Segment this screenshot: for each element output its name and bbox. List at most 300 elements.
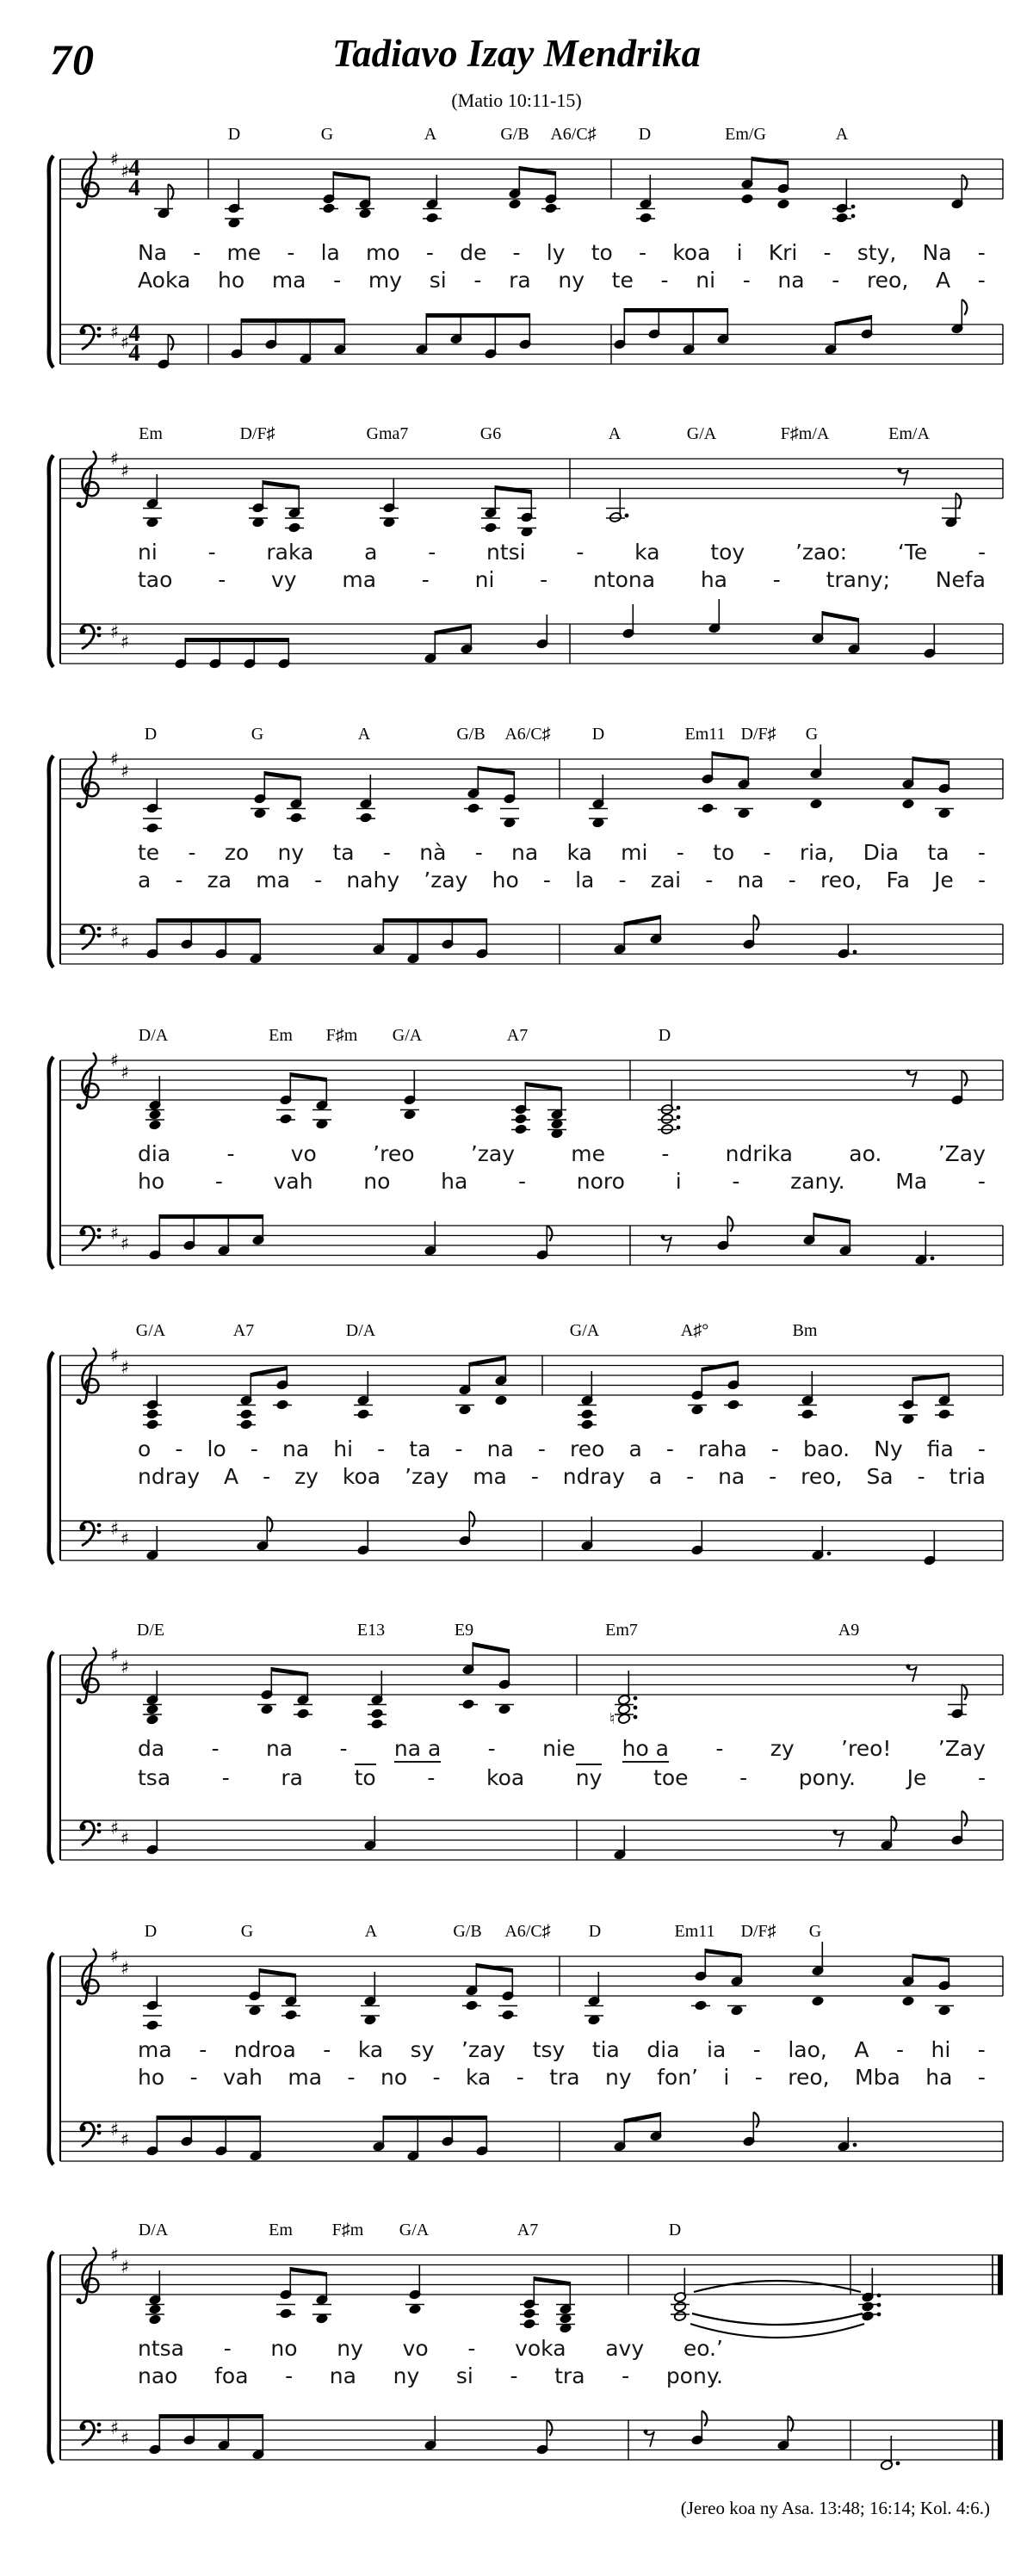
lyric-syllable: na bbox=[511, 840, 539, 865]
lyric-syllable: ’zay bbox=[405, 1464, 449, 1489]
bass-staff bbox=[60, 599, 1003, 669]
note-event bbox=[319, 171, 374, 219]
key-signature-sharp-icon: ♯ bbox=[110, 1818, 120, 1838]
system-brace-icon bbox=[49, 156, 53, 368]
lyric-syllable: na a bbox=[393, 1736, 442, 1761]
lyric-syllable: a bbox=[138, 868, 152, 893]
note-event bbox=[508, 166, 560, 213]
lyric-syllable: ta bbox=[332, 840, 355, 865]
lyric-syllable: no bbox=[363, 1169, 391, 1194]
lyric-syllable: a bbox=[364, 540, 378, 565]
note-event bbox=[361, 1972, 380, 2025]
lyric-syllable: ’zay bbox=[470, 1141, 515, 1166]
lyric-syllable: - bbox=[487, 1736, 496, 1761]
key-signature-sharp-icon: ♯ bbox=[121, 932, 130, 953]
bass-clef-icon bbox=[79, 1226, 101, 1251]
lyric-syllable: - bbox=[770, 1436, 779, 1461]
lyric-syllable: tsa bbox=[138, 1765, 171, 1790]
note-event bbox=[145, 918, 262, 964]
lyric-syllable: ’zay bbox=[461, 2037, 506, 2062]
lyric-syllable: i bbox=[736, 240, 743, 265]
scripture-reference: (Matio 10:11-15) bbox=[451, 90, 582, 111]
lyric-syllable: - bbox=[428, 540, 436, 565]
lyric-syllable: ka bbox=[357, 2037, 384, 2062]
lyric-syllable: pony. bbox=[665, 2363, 723, 2388]
lyric-syllable: ’Zay bbox=[937, 1736, 986, 1761]
bass-clef-icon bbox=[79, 2122, 101, 2147]
lyric-syllable: Kri bbox=[768, 240, 798, 265]
lyric-syllable: - bbox=[377, 1436, 386, 1461]
key-signature-sharp-icon: ♯ bbox=[121, 332, 130, 353]
bass-staff bbox=[60, 2112, 1003, 2161]
lyric-syllable: - bbox=[530, 1464, 539, 1489]
lyric-syllable: - bbox=[223, 2336, 232, 2361]
note-event bbox=[880, 1816, 896, 1850]
note-event bbox=[906, 1070, 918, 1088]
bass-clef-icon bbox=[79, 625, 101, 649]
lyric-syllable: A bbox=[935, 268, 951, 293]
lyric-syllable: ta bbox=[409, 1436, 431, 1461]
system-1-notation bbox=[47, 116, 1029, 392]
chord-symbol: Em/G bbox=[725, 125, 766, 144]
lyric-syllable: - bbox=[214, 1169, 223, 1194]
lyric-syllable: raha bbox=[698, 1436, 747, 1461]
lyric-syllable: - bbox=[193, 240, 201, 265]
lyric-syllable: na bbox=[281, 1436, 310, 1461]
lyric-syllable: ny bbox=[393, 2363, 420, 2388]
lyric-syllable: - bbox=[537, 1436, 546, 1461]
lyric-syllable: zo bbox=[224, 840, 250, 865]
lyric-syllable: lo bbox=[207, 1436, 226, 1461]
system-brace-icon bbox=[49, 455, 53, 667]
lyric-syllable: ta bbox=[927, 840, 949, 865]
system-6-notation bbox=[47, 1612, 1029, 1887]
lyric-syllable: a bbox=[648, 1464, 663, 1489]
note-event bbox=[901, 1954, 954, 2016]
note-event bbox=[950, 175, 967, 209]
bass-staff bbox=[60, 2411, 1003, 2470]
lyric-syllable: - bbox=[977, 840, 986, 865]
note-event bbox=[145, 2116, 262, 2161]
note-event bbox=[691, 1949, 746, 2016]
lyric-syllable: na bbox=[329, 2363, 356, 2388]
key-signature-sharp-icon: ♯ bbox=[110, 1050, 120, 1071]
treble-staff bbox=[60, 1050, 1003, 1139]
key-signature-sharp-icon: ♯ bbox=[110, 2245, 120, 2265]
chord-symbol: G bbox=[805, 725, 819, 744]
lyric-syllable: Dia bbox=[863, 840, 900, 865]
note-event bbox=[622, 604, 634, 639]
system-2-notation bbox=[47, 416, 1029, 691]
lyric-syllable: ha bbox=[925, 2065, 953, 2090]
note-event bbox=[145, 1820, 158, 1855]
lyric-syllable: avy bbox=[605, 2336, 645, 2361]
note-event bbox=[906, 1665, 918, 1683]
lyric-syllable: - bbox=[512, 240, 521, 265]
lyric-syllable: ’reo! bbox=[841, 1736, 892, 1761]
music-system-3 bbox=[0, 725, 1033, 1017]
lyric-syllable: - bbox=[763, 840, 771, 865]
key-signature-sharp-icon: ♯ bbox=[121, 1062, 130, 1083]
system-8-notation bbox=[47, 2212, 1029, 2487]
tie-arc bbox=[694, 2281, 861, 2292]
note-event bbox=[837, 2117, 857, 2152]
note-event bbox=[613, 915, 662, 954]
time-signature bbox=[128, 155, 140, 201]
lyric-syllable: to bbox=[591, 240, 613, 265]
hymn-number: 70 bbox=[50, 35, 95, 83]
key-signature-sharp-icon: ♯ bbox=[121, 632, 130, 652]
lyric-syllable: - bbox=[455, 1436, 463, 1461]
lyric-syllable: - bbox=[686, 1464, 695, 1489]
chord-symbol: D bbox=[638, 125, 652, 144]
lyric-syllable: vy bbox=[270, 567, 297, 592]
note-event bbox=[462, 1963, 517, 2020]
chord-symbol: G/A bbox=[569, 1321, 600, 1340]
lyric-syllable: - bbox=[175, 868, 183, 893]
lyric-syllable: vo bbox=[402, 2336, 429, 2361]
chord-symbol: A6/C♯ bbox=[550, 125, 597, 144]
chord-symbol: Em bbox=[269, 1026, 293, 1045]
lyric-syllable: na bbox=[265, 1736, 294, 1761]
lyric-syllable: - bbox=[665, 1436, 674, 1461]
lyric-syllable: - bbox=[977, 240, 986, 265]
note-event bbox=[145, 1076, 164, 1130]
treble-staff bbox=[60, 1642, 1003, 1729]
bass-clef-icon bbox=[79, 1522, 101, 1546]
note-event bbox=[833, 1830, 844, 1848]
lyric-syllable: na bbox=[718, 1464, 745, 1489]
lyric-syllable: ma bbox=[256, 868, 290, 893]
final-barline bbox=[998, 2420, 1003, 2460]
lyric-syllable: ’zay bbox=[424, 868, 468, 893]
lyric-syllable: ntsi bbox=[486, 540, 526, 565]
note-event bbox=[609, 1671, 637, 1728]
chord-symbol: Em11 bbox=[674, 1922, 715, 1941]
note-event bbox=[368, 1671, 387, 1729]
lyric-syllable: te bbox=[611, 268, 634, 293]
lyric-syllable: - bbox=[660, 268, 669, 293]
note-event bbox=[356, 1521, 369, 1555]
lyric-syllable: - bbox=[510, 2363, 518, 2388]
bass-staff bbox=[60, 1511, 1003, 1566]
bass-staff bbox=[60, 1811, 1003, 1860]
chord-symbol: D bbox=[588, 1922, 602, 1941]
lyric-syllable: A bbox=[224, 1464, 239, 1489]
lyric-syllable: to bbox=[713, 840, 735, 865]
note-event bbox=[688, 1361, 743, 1415]
key-signature-sharp-icon: ♯ bbox=[121, 1958, 130, 1979]
chord-symbol: A bbox=[357, 725, 371, 744]
lyric-syllable: - bbox=[977, 1765, 986, 1790]
lyric-syllable: - bbox=[540, 567, 548, 592]
lyric-syllable: - bbox=[832, 268, 840, 293]
lyric-syllable: A bbox=[854, 2037, 869, 2062]
treble-staff bbox=[60, 1942, 1003, 2030]
bass-staff bbox=[60, 915, 1003, 964]
lyric-syllable: - bbox=[739, 1765, 748, 1790]
lyric-syllable: ny bbox=[558, 268, 585, 293]
note-event bbox=[613, 308, 729, 355]
lyric-syllable: - bbox=[207, 540, 216, 565]
lyric-syllable: ny bbox=[575, 1765, 603, 1790]
chord-symbol: A7 bbox=[516, 2221, 539, 2239]
lyric-syllable: reo, bbox=[820, 868, 863, 893]
chord-symbol: G/A bbox=[399, 2221, 430, 2239]
lyric-syllable: zai bbox=[650, 868, 682, 893]
lyric-syllable: ni bbox=[474, 567, 495, 592]
lyric-syllable: vah bbox=[223, 2065, 263, 2090]
key-signature-sharp-icon: ♯ bbox=[110, 2119, 120, 2140]
lyric-syllable: na bbox=[737, 868, 764, 893]
note-event bbox=[740, 157, 789, 209]
lyric-syllable: - bbox=[823, 240, 832, 265]
chord-symbol: Gma7 bbox=[366, 424, 409, 443]
lyric-syllable: tsy bbox=[532, 2037, 566, 2062]
lyric-syllable: pony. bbox=[798, 1765, 856, 1790]
lyric-syllable: nao bbox=[138, 2363, 178, 2388]
lyric-syllable: - bbox=[622, 2363, 630, 2388]
note-event bbox=[143, 1375, 162, 1430]
music-system-2 bbox=[0, 424, 1033, 717]
music-system-8 bbox=[0, 2221, 1033, 2513]
lyric-syllable: - bbox=[333, 268, 342, 293]
lyric-syllable: - bbox=[772, 567, 781, 592]
lyric-syllable: ka bbox=[566, 840, 592, 865]
lyric-syllable: - bbox=[199, 2037, 207, 2062]
lyric-syllable: - bbox=[425, 240, 434, 265]
note-event bbox=[948, 1684, 967, 1719]
lyric-syllable: - bbox=[516, 2065, 524, 2090]
lyric-syllable: raka bbox=[266, 540, 314, 565]
note-event bbox=[405, 2265, 424, 2314]
hymn-title: Tadiavo Izay Mendrika bbox=[331, 32, 702, 75]
lyric-syllable: - bbox=[754, 2065, 763, 2090]
note-event bbox=[363, 1816, 376, 1850]
lyric-syllable: ntona bbox=[592, 567, 656, 592]
system-7-notation bbox=[47, 1913, 1029, 2189]
note-event bbox=[481, 485, 536, 537]
tie-arc bbox=[692, 2313, 863, 2325]
note-event bbox=[145, 2270, 164, 2325]
lyric-syllable: - bbox=[769, 1464, 777, 1489]
lyric-syllable: - bbox=[705, 868, 714, 893]
note-event bbox=[256, 1517, 272, 1551]
lyric-syllable: lao, bbox=[788, 2037, 827, 2062]
lyric-syllable: a bbox=[628, 1436, 642, 1461]
chord-symbol: D/A bbox=[138, 2221, 169, 2239]
bass-clef-icon bbox=[79, 2421, 101, 2445]
key-signature-sharp-icon: ♯ bbox=[110, 1645, 120, 1665]
system-brace-icon bbox=[49, 1953, 53, 2165]
lyric-syllable: si bbox=[455, 2363, 473, 2388]
lyric-syllable: vah bbox=[273, 1169, 313, 1194]
chord-symbol: G/A bbox=[392, 1026, 423, 1045]
note-event bbox=[901, 757, 954, 819]
lyric-syllable: na bbox=[777, 268, 805, 293]
key-signature-sharp-icon: ♯ bbox=[121, 761, 130, 781]
music-system-5 bbox=[0, 1321, 1033, 1614]
lyric-syllable: Ma bbox=[895, 1169, 928, 1194]
lyric-syllable: ria, bbox=[799, 840, 835, 865]
lyric-syllable: ho bbox=[138, 1169, 165, 1194]
lyric-syllable: - bbox=[314, 868, 323, 893]
lyric-syllable: - bbox=[715, 1736, 724, 1761]
music-system-1 bbox=[0, 125, 1033, 417]
note-event bbox=[708, 599, 721, 633]
chord-symbol: Bm bbox=[792, 1321, 818, 1340]
note-event bbox=[372, 918, 488, 964]
lyric-syllable: hi bbox=[333, 1436, 354, 1461]
system-brace-icon bbox=[49, 2252, 53, 2463]
lyric-syllable: ma bbox=[288, 2065, 323, 2090]
lyric-syllable: me bbox=[571, 1141, 606, 1166]
lyric-syllable: - bbox=[788, 868, 796, 893]
chord-symbol: D/E bbox=[136, 1621, 165, 1640]
chord-symbol: D/A bbox=[345, 1321, 376, 1340]
svg-text:4: 4 bbox=[128, 155, 140, 181]
note-event bbox=[578, 1371, 597, 1430]
key-signature-sharp-icon: ♯ bbox=[110, 1345, 120, 1366]
lyric-syllable: ny bbox=[277, 840, 305, 865]
key-signature-sharp-icon: ♯ bbox=[110, 922, 120, 942]
lyric-syllable: - bbox=[175, 1436, 183, 1461]
lyric-syllable: - bbox=[421, 567, 430, 592]
note-event bbox=[276, 1072, 331, 1129]
note-event bbox=[809, 744, 822, 809]
note-event bbox=[225, 179, 244, 228]
chord-symbol: D/F♯ bbox=[740, 1922, 776, 1941]
lyric-syllable: to bbox=[354, 1765, 376, 1790]
key-signature-sharp-icon: ♯ bbox=[110, 1518, 120, 1539]
time-signature bbox=[128, 320, 140, 366]
system-brace-icon bbox=[49, 1057, 53, 1269]
chord-symbol: G/B bbox=[500, 125, 529, 144]
system-5-notation bbox=[47, 1313, 1029, 1588]
lyric-syllable: reo, bbox=[788, 2065, 830, 2090]
note-event bbox=[148, 1214, 264, 1260]
lyric-syllable: voka bbox=[515, 2336, 566, 2361]
lyric-syllable: trany; bbox=[826, 567, 891, 592]
note-event bbox=[898, 468, 909, 486]
lyric-syllable: - bbox=[347, 2065, 356, 2090]
lyric-syllable: ny bbox=[605, 2065, 632, 2090]
lyric-syllable: de bbox=[460, 240, 487, 265]
note-event bbox=[580, 1517, 593, 1551]
lyric-syllable: - bbox=[977, 540, 986, 565]
lyric-syllable: - bbox=[432, 2065, 441, 2090]
svg-text:4: 4 bbox=[128, 175, 140, 201]
key-signature-sharp-icon: ♯ bbox=[121, 1657, 130, 1677]
note-event bbox=[899, 1373, 954, 1424]
key-signature-sharp-icon: ♯ bbox=[121, 1357, 130, 1378]
lyric-syllable: ndroa bbox=[233, 2037, 296, 2062]
chord-symbol: G bbox=[320, 125, 334, 144]
chord-symbol: D/A bbox=[138, 1026, 169, 1045]
lyric-syllable: - bbox=[211, 1736, 220, 1761]
note-event bbox=[585, 1972, 603, 2025]
lyric-syllable: Ny bbox=[874, 1436, 903, 1461]
key-signature-sharp-icon: ♯ bbox=[121, 161, 130, 182]
chord-symbol: Em bbox=[139, 424, 163, 443]
lyric-syllable: - bbox=[977, 2037, 986, 2062]
note-event bbox=[230, 318, 346, 364]
key-signature-sharp-icon: ♯ bbox=[110, 1223, 120, 1244]
key-signature-sharp-icon: ♯ bbox=[110, 2418, 120, 2438]
key-signature-sharp-icon: ♯ bbox=[121, 2428, 130, 2449]
lyric-syllable: Fa bbox=[886, 868, 910, 893]
lyric-syllable: ho bbox=[492, 868, 519, 893]
lyric-syllable: - bbox=[977, 868, 986, 893]
chord-symbol: E9 bbox=[454, 1621, 474, 1640]
note-event bbox=[400, 1071, 419, 1120]
lyric-syllable: foa bbox=[214, 2363, 249, 2388]
lyric-syllable: - bbox=[226, 1141, 235, 1166]
music-system-6 bbox=[0, 1621, 1033, 1913]
lyric-syllable: - bbox=[895, 2037, 904, 2062]
chord-symbol: G bbox=[240, 1922, 254, 1941]
chord-symbol: D bbox=[668, 2221, 682, 2239]
lyric-syllable: ndray bbox=[562, 1464, 625, 1489]
lyric-syllable: si bbox=[429, 268, 447, 293]
note-event bbox=[658, 1080, 680, 1134]
lyric-syllable: toy bbox=[710, 540, 745, 565]
note-event bbox=[613, 2112, 662, 2152]
music-system-4 bbox=[0, 1026, 1033, 1319]
chord-symbol: F♯m bbox=[325, 1026, 358, 1045]
note-event bbox=[832, 179, 855, 223]
treble-staff bbox=[60, 448, 1003, 537]
chord-symbol: G bbox=[251, 725, 264, 744]
lyric-syllable: ’Zay bbox=[937, 1141, 986, 1166]
lyric-syllable: tia bbox=[591, 2037, 620, 2062]
lyric-syllable: ndray bbox=[138, 1464, 201, 1489]
note-event bbox=[698, 751, 753, 819]
lyric-syllable: - bbox=[732, 1169, 740, 1194]
chord-symbol: A bbox=[364, 1922, 378, 1941]
lyric-syllable: Je bbox=[934, 868, 954, 893]
key-signature-sharp-icon: ♯ bbox=[110, 749, 120, 769]
lyric-syllable: no bbox=[270, 2336, 298, 2361]
lyric-syllable: ma bbox=[473, 1464, 507, 1489]
bass-clef-icon bbox=[79, 925, 101, 949]
note-event bbox=[824, 315, 873, 355]
lyric-syllable: zy bbox=[294, 1464, 319, 1489]
chord-symbol: D bbox=[144, 1922, 158, 1941]
lyric-syllable: koa bbox=[342, 1464, 381, 1489]
note-event bbox=[589, 775, 608, 828]
bass-staff bbox=[60, 1213, 1003, 1265]
note-event bbox=[811, 611, 860, 654]
note-event bbox=[811, 1942, 824, 2006]
note-event bbox=[661, 1235, 672, 1253]
lyric-syllable: Sa bbox=[866, 1464, 894, 1489]
lyric-syllable: ni bbox=[696, 268, 716, 293]
lyric-syllable: - bbox=[977, 2065, 986, 2090]
chord-symbol: D bbox=[658, 1026, 671, 1045]
note-event bbox=[690, 1521, 703, 1555]
lyric-syllable: ‘Te bbox=[897, 540, 928, 565]
lyric-syllable: nahy bbox=[346, 868, 400, 893]
lyric-syllable: - bbox=[742, 268, 751, 293]
lyric-syllable: i bbox=[723, 2065, 730, 2090]
tie-arc bbox=[690, 2324, 864, 2338]
lyric-syllable: ma bbox=[138, 2037, 172, 2062]
treble-staff bbox=[60, 149, 1003, 228]
bass-clef-icon bbox=[79, 325, 101, 349]
lyric-syllable: - bbox=[467, 2336, 476, 2361]
note-event bbox=[424, 2416, 436, 2450]
